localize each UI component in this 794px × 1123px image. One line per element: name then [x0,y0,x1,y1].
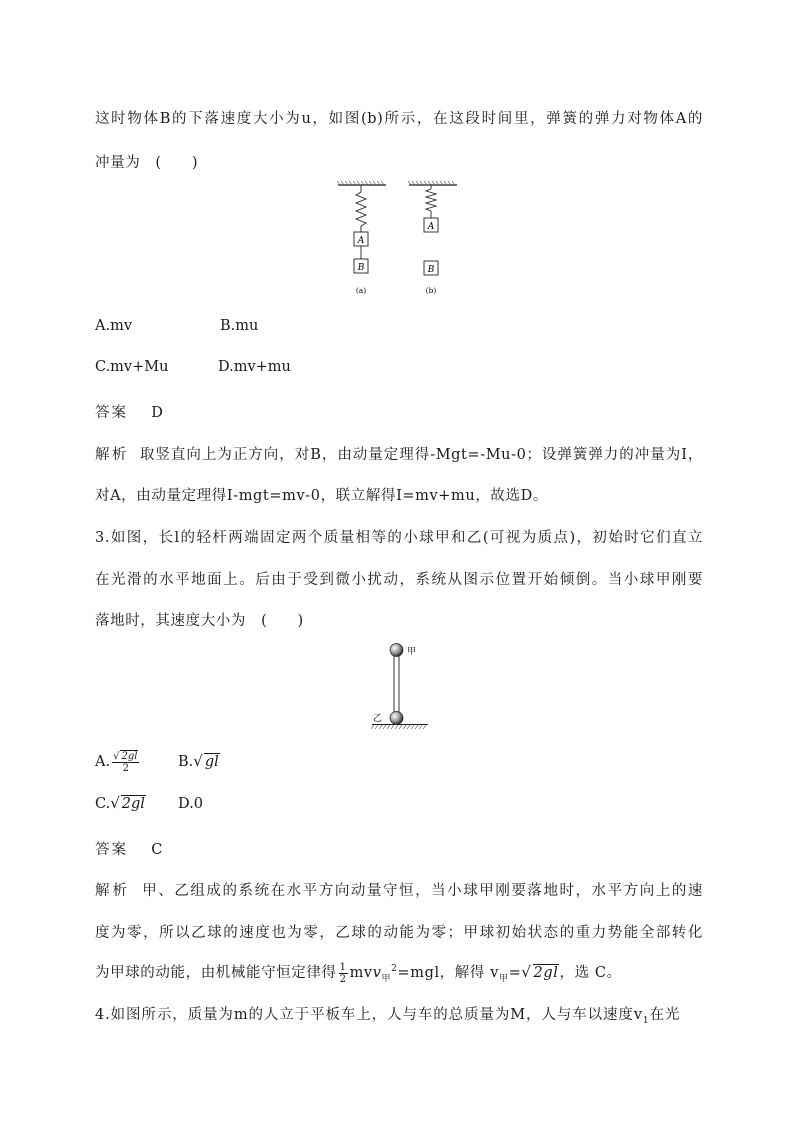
ball-bottom [390,712,403,725]
fraction-half: $\frac{1}{2}$ [339,961,347,985]
option-a: A.mv [95,318,133,334]
explanation2-text-3c: =mgl，解得 v [397,965,499,981]
q3-line-3: 落地时，其速度大小为 ( ) [95,613,304,629]
q3-option-d: D.0 [178,796,203,812]
explanation2-text-3d: ，选 C。 [559,965,622,981]
q3-option-b-prefix: B. [178,754,194,770]
q3-option-c-prefix: C. [95,796,111,812]
explanation2-line-2: 度为零，所以乙球的速度也为零，乙球的动能为零；甲球初始状态的重力势能全部转化 [95,925,703,941]
ball-top [390,644,403,657]
fraction-sqrt2gl-over-2: $\frac{√ 2gl}{2}$ [113,751,138,774]
explanation2-line-3: 为甲球的动能，由机械能守恒定律得 $\frac{1}{2}$ mvv$_甲^2$=mgl，解得 $v_甲=√$ 2gl，选 C。 [95,961,622,985]
explanation2-text-1: 甲、乙组成的系统在水平方向动量守恒，当小球甲刚要落地时，水平方向上的速 [142,883,704,899]
q4-text-tail: 在光 [649,1007,681,1023]
option-b: B.mu [220,318,259,334]
explanation-text-1: 取竖直向上为正方向，对B，由动量定理得-Mgt=-Mu-0；设弹簧弹力的冲量为I， [139,447,704,463]
explanation2-text-3b: mv [349,965,373,981]
explanation-line-1 [95,443,703,464]
q3-option-a [95,750,141,774]
text-line-2: 冲量为 ( ) [95,155,199,171]
spring-figure [330,180,470,300]
subscript-jia: 甲 [381,973,392,984]
answer-value: D [151,405,164,421]
block-a-label-a: A [357,236,365,246]
explanation2-label: 解析 [95,883,130,899]
caption-b: (b) [425,286,437,295]
q3-option-a-prefix: A. [95,754,111,770]
option-c: C.mv+Mu [95,359,169,375]
answer-label-2: 答案 [95,842,128,858]
q3-option-c: C.√ 2gl [95,794,145,812]
block-a-label-b: A [427,222,435,232]
text-line-1: 这时物体B的下落速度大小为u，如图(b)所示，在这段时间里，弹簧的弹力对物体A的 [95,111,703,127]
caption-a: (a) [355,286,367,295]
q3-line-2: 在光滑的水平地面上。后由于受到微小扰动，系统从图示位置开始倾倒。当小球甲刚要 [95,572,703,588]
answer-label: 答案 [95,405,128,421]
ball-top-label: 甲 [407,647,417,657]
block-b-label-b: B [427,265,435,275]
explanation2-line-1 [95,879,703,900]
rod-figure [366,640,436,732]
q4-line-1: 4.如图所示，质量为m的人立于平板车上，人与车的总质量为M，人与车以速度$v_1$在光 [95,1007,681,1026]
answer-line-2 [95,838,163,859]
subscript-jia-2: 甲 [499,973,509,984]
answer-value-2: C [151,842,163,858]
explanation2-text-3a: 为甲球的动能，由机械能守恒定律得 [95,965,337,981]
q3-option-b: B.√ gl [178,752,219,770]
answer-line [95,401,163,422]
q4-text: 4.如图所示，质量为m的人立于平板车上，人与车的总质量为M，人与车以速度v [95,1007,643,1023]
explanation-line-2: 对A，由动量定理得I-mgt=mv-0，联立解得I=mv+mu，故选D。 [95,488,548,504]
block-b-label-a: B [357,263,365,273]
option-d: D.mv+mu [218,359,291,375]
explanation-label: 解析 [95,447,129,463]
q3-line-1: 3.如图，长l的轻杆两端固定两个质量相等的小球甲和乙(可视为质点)，初始时它们直立 [95,530,703,546]
ball-bottom-label: 乙 [373,714,383,724]
